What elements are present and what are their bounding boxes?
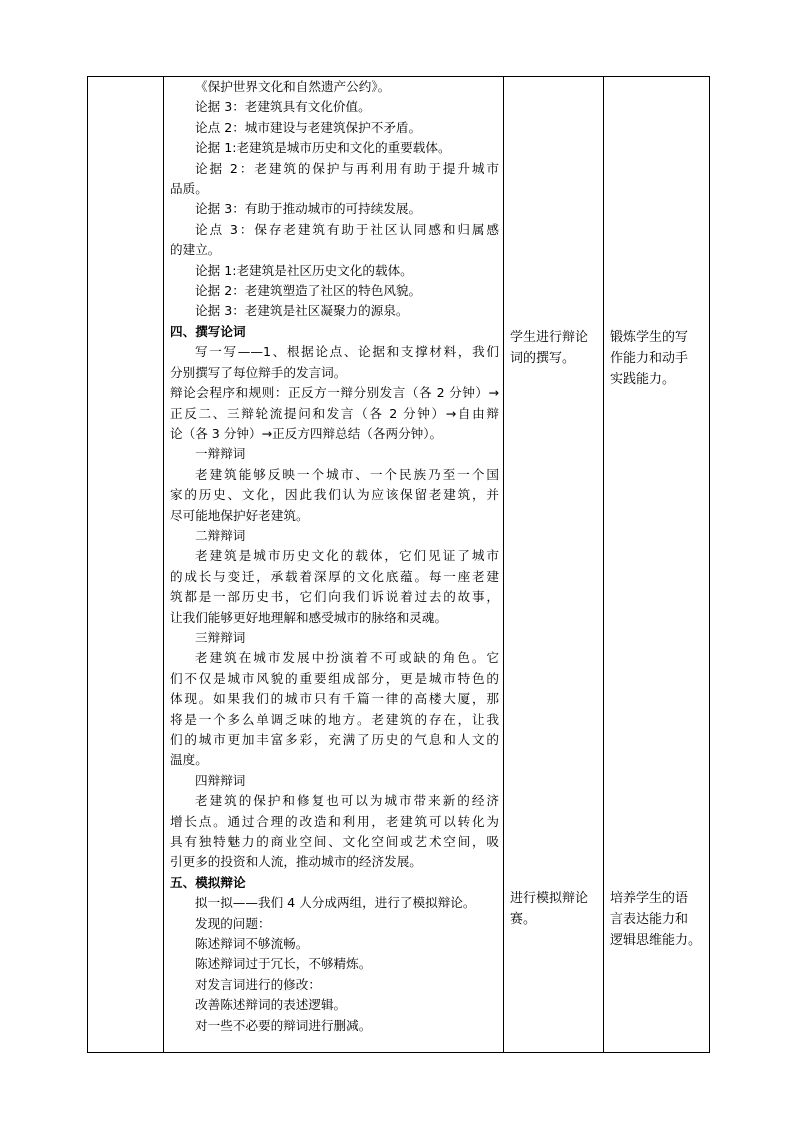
note-line: 进行模拟辩论: [510, 891, 589, 906]
content-line: 论据 3：老建筑是社区凝聚力的源泉。: [195, 303, 409, 319]
content-line: 老建筑是城市历史文化的载体，它们见证了城市: [195, 548, 499, 564]
content-line: 一辩辩词: [195, 446, 246, 462]
note-line: 学生进行辩论: [510, 330, 589, 345]
content-line: 让我们能够更好地理解和感受城市的脉络和灵魂。: [170, 609, 448, 625]
lesson-plan-table: [87, 76, 710, 1053]
content-line: 分别撰写了每位辩手的发言词。: [170, 364, 347, 380]
note-line: 作能力和动手: [610, 351, 689, 366]
section-heading: 五、模拟辩论: [170, 874, 246, 890]
content-line: 拟一拟——我们 4 人分成两组，进行了模拟辩论。: [195, 895, 476, 911]
content-line: 对发言词进行的修改：: [195, 976, 321, 992]
stage-column-cell: [88, 77, 164, 1053]
note-line: 实践能力。: [610, 372, 676, 387]
content-line: 家的历史、文化，因此我们认为应该保留老建筑，并: [170, 487, 499, 503]
note-line: 逻辑思维能力。: [610, 933, 702, 948]
note-line: 言表达能力和: [610, 912, 689, 927]
content-line: 论据 2：老建筑塑造了社区的特色风貌。: [195, 283, 422, 299]
student-activity-note-writing: [510, 327, 601, 369]
design-intent-note-debate: [610, 888, 707, 951]
content-line: 引更多的投资和人流，推动城市的经济发展。: [170, 854, 422, 870]
content-line: 的成长与变迁，承载着深厚的文化底蕴。每一座老建: [170, 568, 499, 584]
content-line: 论据 1:老建筑是社区历史文化的载体。: [195, 262, 413, 278]
content-line: 陈述辩词过于冗长，不够精炼。: [195, 956, 372, 972]
content-line: 论据 1:老建筑是城市历史和文化的重要载体。: [195, 140, 451, 156]
teaching-content: [164, 77, 503, 1036]
content-line: 论据 3：老建筑具有文化价值。: [195, 99, 371, 115]
content-line: 辩论会程序和规则：正反方一辩分别发言（各 2 分钟）→: [170, 385, 499, 401]
student-activity-note-debate: [510, 888, 601, 930]
content-line: 将是一个多么单调乏味的地方。老建筑的存在，让我: [170, 711, 499, 727]
content-line: 老建筑能够反映一个城市、一个民族乃至一个国: [195, 466, 499, 482]
content-line: 三辩辩词: [195, 629, 246, 645]
content-line: 论（各 3 分钟）→正反方四辩总结（各两分钟）。: [170, 425, 443, 441]
content-line: 老建筑在城市发展中扮演着不可或缺的角色。它: [195, 650, 499, 666]
content-line: 尽可能地保护好老建筑。: [170, 507, 309, 523]
content-line: 温度。: [170, 752, 208, 768]
content-line: 们的城市更加丰富多彩，充满了历史的气息和人文的: [170, 732, 499, 747]
content-line: 具有独特魅力的商业空间、文化空间或艺术空间，吸: [170, 834, 499, 850]
content-line: 二辩辩词: [195, 527, 246, 543]
content-line: 对一些不必要的辩词进行删减。: [195, 1017, 372, 1033]
content-line: 老建筑的保护和修复也可以为城市带来新的经济: [195, 793, 499, 809]
note-line: 赛。: [510, 912, 537, 927]
content-line: 们不仅是城市风貌的重要组成部分，更是城市特色的: [170, 670, 499, 686]
content-line: 论据 2：老建筑的保护与再利用有助于提升城市: [195, 160, 499, 176]
content-line: 论点 2：城市建设与老建筑保护不矛盾。: [195, 119, 422, 135]
content-line: 四辩辩词: [195, 772, 246, 788]
note-line: 词的撰写。: [510, 351, 576, 366]
note-line: 锻炼学生的写: [610, 330, 689, 345]
content-line: 论据 3：有助于推动城市的可持续发展。: [195, 201, 422, 217]
content-line: 正反二、三辩轮流提问和发言（各 2 分钟）→自由辩: [170, 405, 499, 421]
design-intent-cell: [604, 77, 710, 1053]
teaching-content-cell: [164, 77, 504, 1053]
student-activity-cell: [504, 77, 604, 1053]
table-row: [88, 77, 710, 1053]
content-line: 的建立。: [170, 242, 221, 258]
content-line: 增长点。通过合理的改造和利用，老建筑可以转化为: [170, 813, 499, 829]
content-line: 陈述辩词不够流畅。: [195, 936, 309, 952]
content-line: 发现的问题：: [195, 915, 271, 931]
content-line: 论点 3：保存老建筑有助于社区认同感和归属感: [195, 221, 499, 237]
content-line: 改善陈述辩词的表述逻辑。: [195, 997, 347, 1013]
note-line: 培养学生的语: [610, 891, 689, 906]
content-line: 《保护世界文化和自然遗产公约》。: [195, 79, 391, 94]
content-line: 体现。如果我们的城市只有千篇一律的高楼大厦，那: [170, 691, 499, 707]
section-heading: 四、撰写论词: [170, 323, 246, 339]
content-line: 品质。: [170, 181, 208, 197]
content-line: 写一写——1、根据论点、论据和支撑材料，我们: [195, 344, 499, 360]
content-line: 筑都是一部历史书，它们向我们诉说着过去的故事，: [170, 589, 499, 605]
design-intent-note-writing: [610, 327, 707, 390]
